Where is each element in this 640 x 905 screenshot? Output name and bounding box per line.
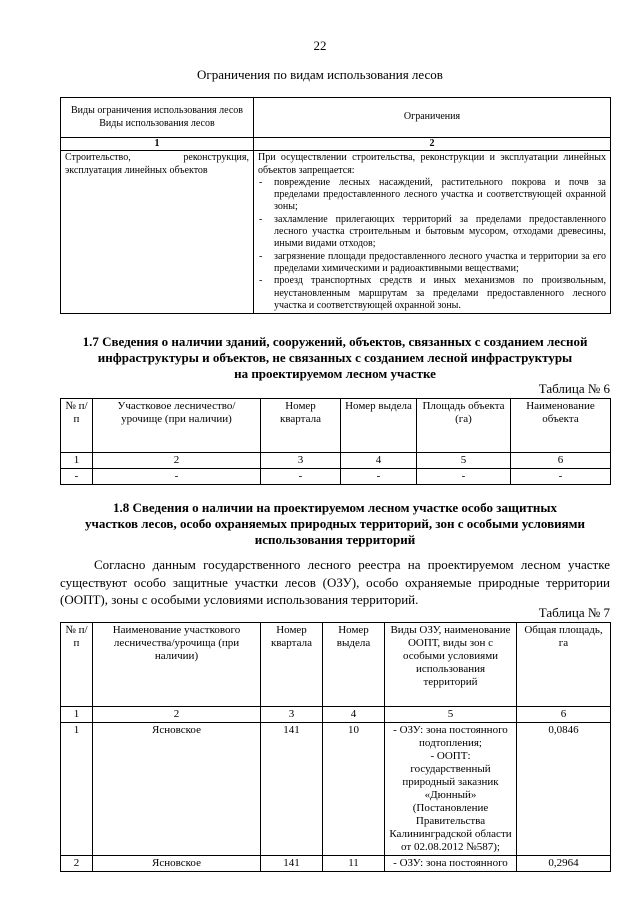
col-number: 2: [254, 138, 611, 151]
col-number: 5: [417, 453, 511, 469]
header-restrictions: Ограничения: [254, 98, 611, 138]
col-number: 1: [61, 707, 93, 723]
header-cell: Номер квартала: [261, 623, 323, 707]
title-line: инфраструктуры и объектов, не связанных с созданием лесной инфраструктуры: [97, 350, 573, 365]
title-line: 1.7 Сведения о наличии зданий, сооружений, объектов, связанных с созданием лесной: [82, 334, 588, 349]
table-cell: -: [511, 469, 611, 485]
col-number: 6: [517, 707, 611, 723]
table-cell: -: [261, 469, 341, 485]
kvartal-number: 141: [261, 856, 323, 872]
col-number: 2: [93, 707, 261, 723]
buildings-table: [60, 398, 611, 485]
col-number: 2: [93, 453, 261, 469]
restrictions-cell: [254, 151, 611, 314]
restrictions-table: [60, 97, 611, 314]
restriction-item: - повреждение лесных насаждений, растительного покрова и почв за пределами предоставленного лесного участка и соответствующей охранной зоны;: [258, 177, 606, 214]
restriction-item: - захламление прилегающих территорий за пределами предоставленного лесного участка строительным и бытовым мусором, отходами древесины, иными видами отходов;: [258, 214, 606, 251]
header-cell: Площадь объекта (га): [417, 399, 511, 453]
table0-title: Ограничения по видам использования лесов: [197, 67, 443, 82]
protection-type: - ОЗУ: зона постоянного подтопления;: [393, 724, 508, 749]
col-number: 1: [61, 453, 93, 469]
table-row: [61, 856, 611, 872]
col-number: 3: [261, 453, 341, 469]
protection-types: [385, 856, 517, 872]
header-cell: Наименование участкового лесничества/урочища (при наличии): [93, 623, 261, 707]
title-line: 1.8 Сведения о наличии на проектируемом лесном участке особо защитных: [113, 500, 557, 515]
section-1-8-title: [70, 500, 600, 548]
table-cell: -: [61, 469, 93, 485]
table-7-label: Таблица № 7: [538, 605, 610, 620]
vydel-number: 10: [323, 723, 385, 856]
row-number: 2: [61, 856, 93, 872]
title-line: на проектируемом лесном участке: [234, 366, 436, 381]
table-cell: -: [93, 469, 261, 485]
header-use-type: Виды ограничения использования лесов Виды использования лесов: [61, 98, 254, 138]
vydel-number: 11: [323, 856, 385, 872]
protection-type: - ОЗУ: зона постоянного: [393, 857, 508, 869]
table-cell: -: [341, 469, 417, 485]
header-cell: Наименование объекта: [511, 399, 611, 453]
table-row: [61, 469, 611, 485]
forestry-name: Ясновское: [93, 856, 261, 872]
protection-types: [385, 723, 517, 856]
header-cell: Участковое лесничество/ урочище (при наличии): [93, 399, 261, 453]
table-cell: -: [417, 469, 511, 485]
use-type-cell: Строительство, реконструкция, эксплуатация линейных объектов: [61, 151, 254, 314]
section-1-8-paragraph: Согласно данным государственного лесного реестра на проектируемом лесном участке существуют особо защитные участки лесов (ОЗУ), особо охраняемые природные территории (ООПТ), зоны с особыми условиями использования территорий.: [60, 557, 610, 607]
header-cell: Номер выдела: [323, 623, 385, 707]
row-number: 1: [61, 723, 93, 856]
kvartal-number: 141: [261, 723, 323, 856]
table-row: [61, 723, 611, 856]
header-cell: Общая площадь, га: [517, 623, 611, 707]
restrictions-list: [258, 177, 606, 312]
area-value: 0,0846: [517, 723, 611, 856]
section-1-7-title: [70, 334, 600, 382]
table-6-label: Таблица № 6: [538, 381, 610, 396]
restrictions-intro: При осуществлении строительства, реконструкции и эксплуатации линейных объектов запрещается:: [258, 152, 606, 176]
col-number: 6: [511, 453, 611, 469]
page-number: 22: [313, 38, 327, 53]
header-cell: Номер квартала: [261, 399, 341, 453]
area-value: 0,2964: [517, 856, 611, 872]
title-line: использования территорий: [254, 532, 416, 547]
col-number: 3: [261, 707, 323, 723]
header-cell: Виды ОЗУ, наименование ООПТ, виды зон с особыми условиями использования территорий: [385, 623, 517, 707]
col-number: 5: [385, 707, 517, 723]
header-cell: № п/п: [61, 623, 93, 707]
protection-type: - ООПТ: государственный природный заказник «Дюнный» (Постановление Правительства Калининградской области от 02.08.2012 №587);: [389, 750, 512, 853]
header-cell: № п/п: [61, 399, 93, 453]
title-line: участков лесов, особо охраняемых природных территорий, зон с особыми условиями: [85, 516, 585, 531]
forestry-name: Ясновское: [93, 723, 261, 856]
header-cell: Номер выдела: [341, 399, 417, 453]
restriction-item: - проезд транспортных средств и иных механизмов по произвольным, неустановленным маршрутам за пределами предоставленного лесного участка и соответствующей охранной зоны.: [258, 275, 606, 312]
col-number: 4: [323, 707, 385, 723]
restriction-item: - загрязнение площади предоставленного лесного участка и территории за его пределами химическими и радиоактивными веществами;: [258, 251, 606, 276]
col-number: 1: [61, 138, 254, 151]
col-number: 4: [341, 453, 417, 469]
protected-areas-table: [60, 622, 611, 872]
